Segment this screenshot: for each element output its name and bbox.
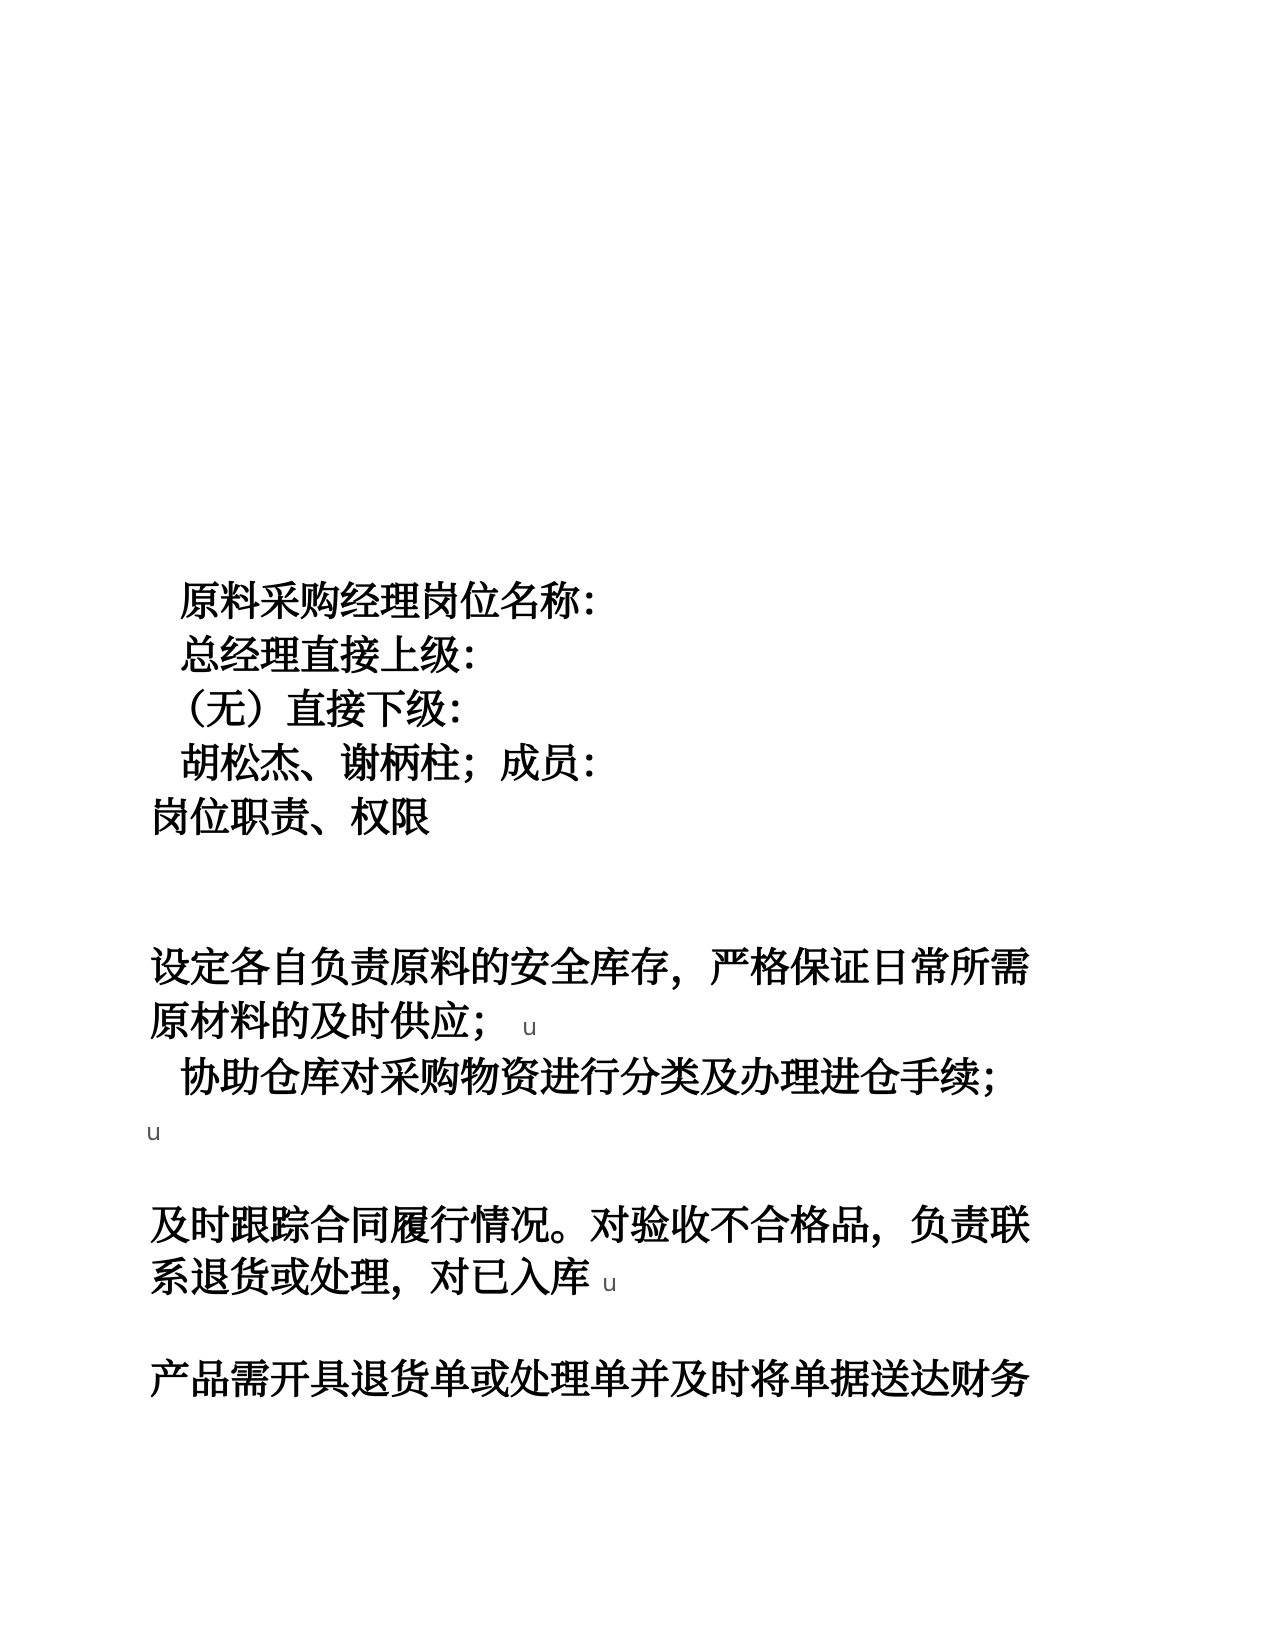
duty-3-line-2	[150, 1254, 617, 1307]
duty-4-line-1: 产品需开具退货单或处理单并及时将单据送达财务	[150, 1356, 1030, 1403]
section-title: 岗位职责、权限	[150, 794, 430, 841]
members-line: 胡松杰、谢柄柱；成员：	[180, 740, 620, 787]
direct-subordinate-line: （无）直接下级：	[166, 686, 486, 733]
direct-superior-line: 总经理直接上级：	[180, 632, 500, 679]
duty-3-line-2-text: 系退货或处理，对已入库	[150, 1254, 590, 1301]
paragraph-mark: u	[522, 1013, 538, 1041]
duty-1-line-2	[150, 998, 537, 1051]
paragraph-mark: u	[146, 1118, 162, 1146]
duty-2-line-1: 协助仓库对采购物资进行分类及办理进仓手续；	[180, 1054, 1020, 1101]
duty-1-line-2-text: 原材料的及时供应；	[150, 998, 510, 1045]
position-name-line: 原料采购经理岗位名称：	[180, 578, 620, 625]
duty-3-line-1: 及时跟踪合同履行情况。对验收不合格品，负责联	[150, 1202, 1030, 1249]
paragraph-mark: u	[602, 1269, 618, 1297]
duty-1-line-1: 设定各自负责原料的安全库存，严格保证日常所需	[150, 944, 1030, 991]
